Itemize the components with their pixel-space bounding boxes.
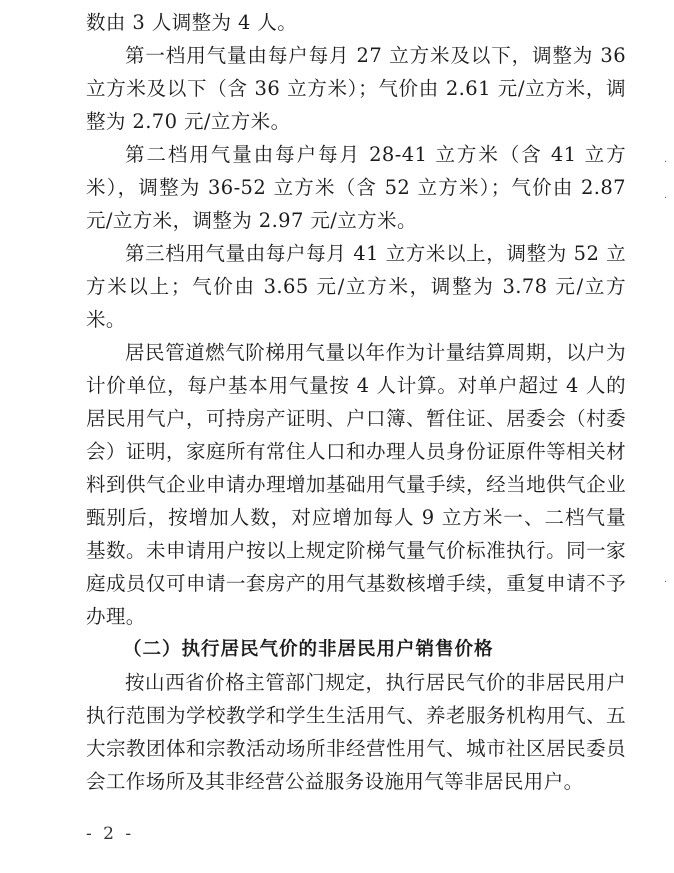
paragraph-tier-one: 第一档用气量由每户每月 27 立方米及以下，调整为 36 立方米及以下（含 36 立方米）；气价由 2.61 元/立方米，调整为 2.70 元/立方米。: [86, 44, 633, 133]
page-number: - 2 -: [86, 824, 135, 844]
paragraph-tier-three: 第三档用气量由每户每月 41 立方米以上，调整为 52 立方米以上；气价由 3.65 元/立方米，调整为 3.78 元/立方米。: [86, 242, 626, 331]
margin-mark: ·: [664, 193, 668, 204]
paragraph-billing-rules: 居民管道燃气阶梯用气量以年作为计量结算周期，以户为计价单位，每户基本用气量按 4 人计算。对单户超过 4 人的居民用气户，可持房产证明、户口簿、暂住证、居委会（村委会）证明，家庭所有常住人口和办理人员身份证原件等相关材料到供气企业申请办理增加基础用气量手续，经当地供气企业甄别后，按增加人数，对应增加每人 9 立方米一、二档气量基数。未申请用户按以上规定阶梯气量气价标准执行。同一家庭成员仅可申请一套房产的用气基数核增手续，重复申请不予办理。: [86, 341, 626, 628]
document-body: [86, 6, 633, 798]
section-heading: （二）执行居民气价的非居民用户销售价格: [123, 639, 494, 660]
paragraph-tier-two: 第二档用气量由每户每月 28-41 立方米（含 41 立方米），调整为 36-52 立方米（含 52 立方米）；气价由 2.87 元/立方米，调整为 2.97 元/立方米。: [86, 143, 633, 232]
paragraph-continuation: 数由 3 人调整为 4 人。: [86, 11, 298, 34]
margin-mark: ·: [664, 157, 668, 168]
paragraph-non-resident-users: 按山西省价格主管部门规定，执行居民气价的非居民用户执行范围为学校教学和学生生活用气、养老服务机构用气、五大宗教团体和宗教活动场所非经营性用气、城市社区居民委员会工作场所及其非经营公益服务设施用气等非居民用户。: [86, 671, 626, 793]
margin-mark: ·: [664, 577, 668, 588]
